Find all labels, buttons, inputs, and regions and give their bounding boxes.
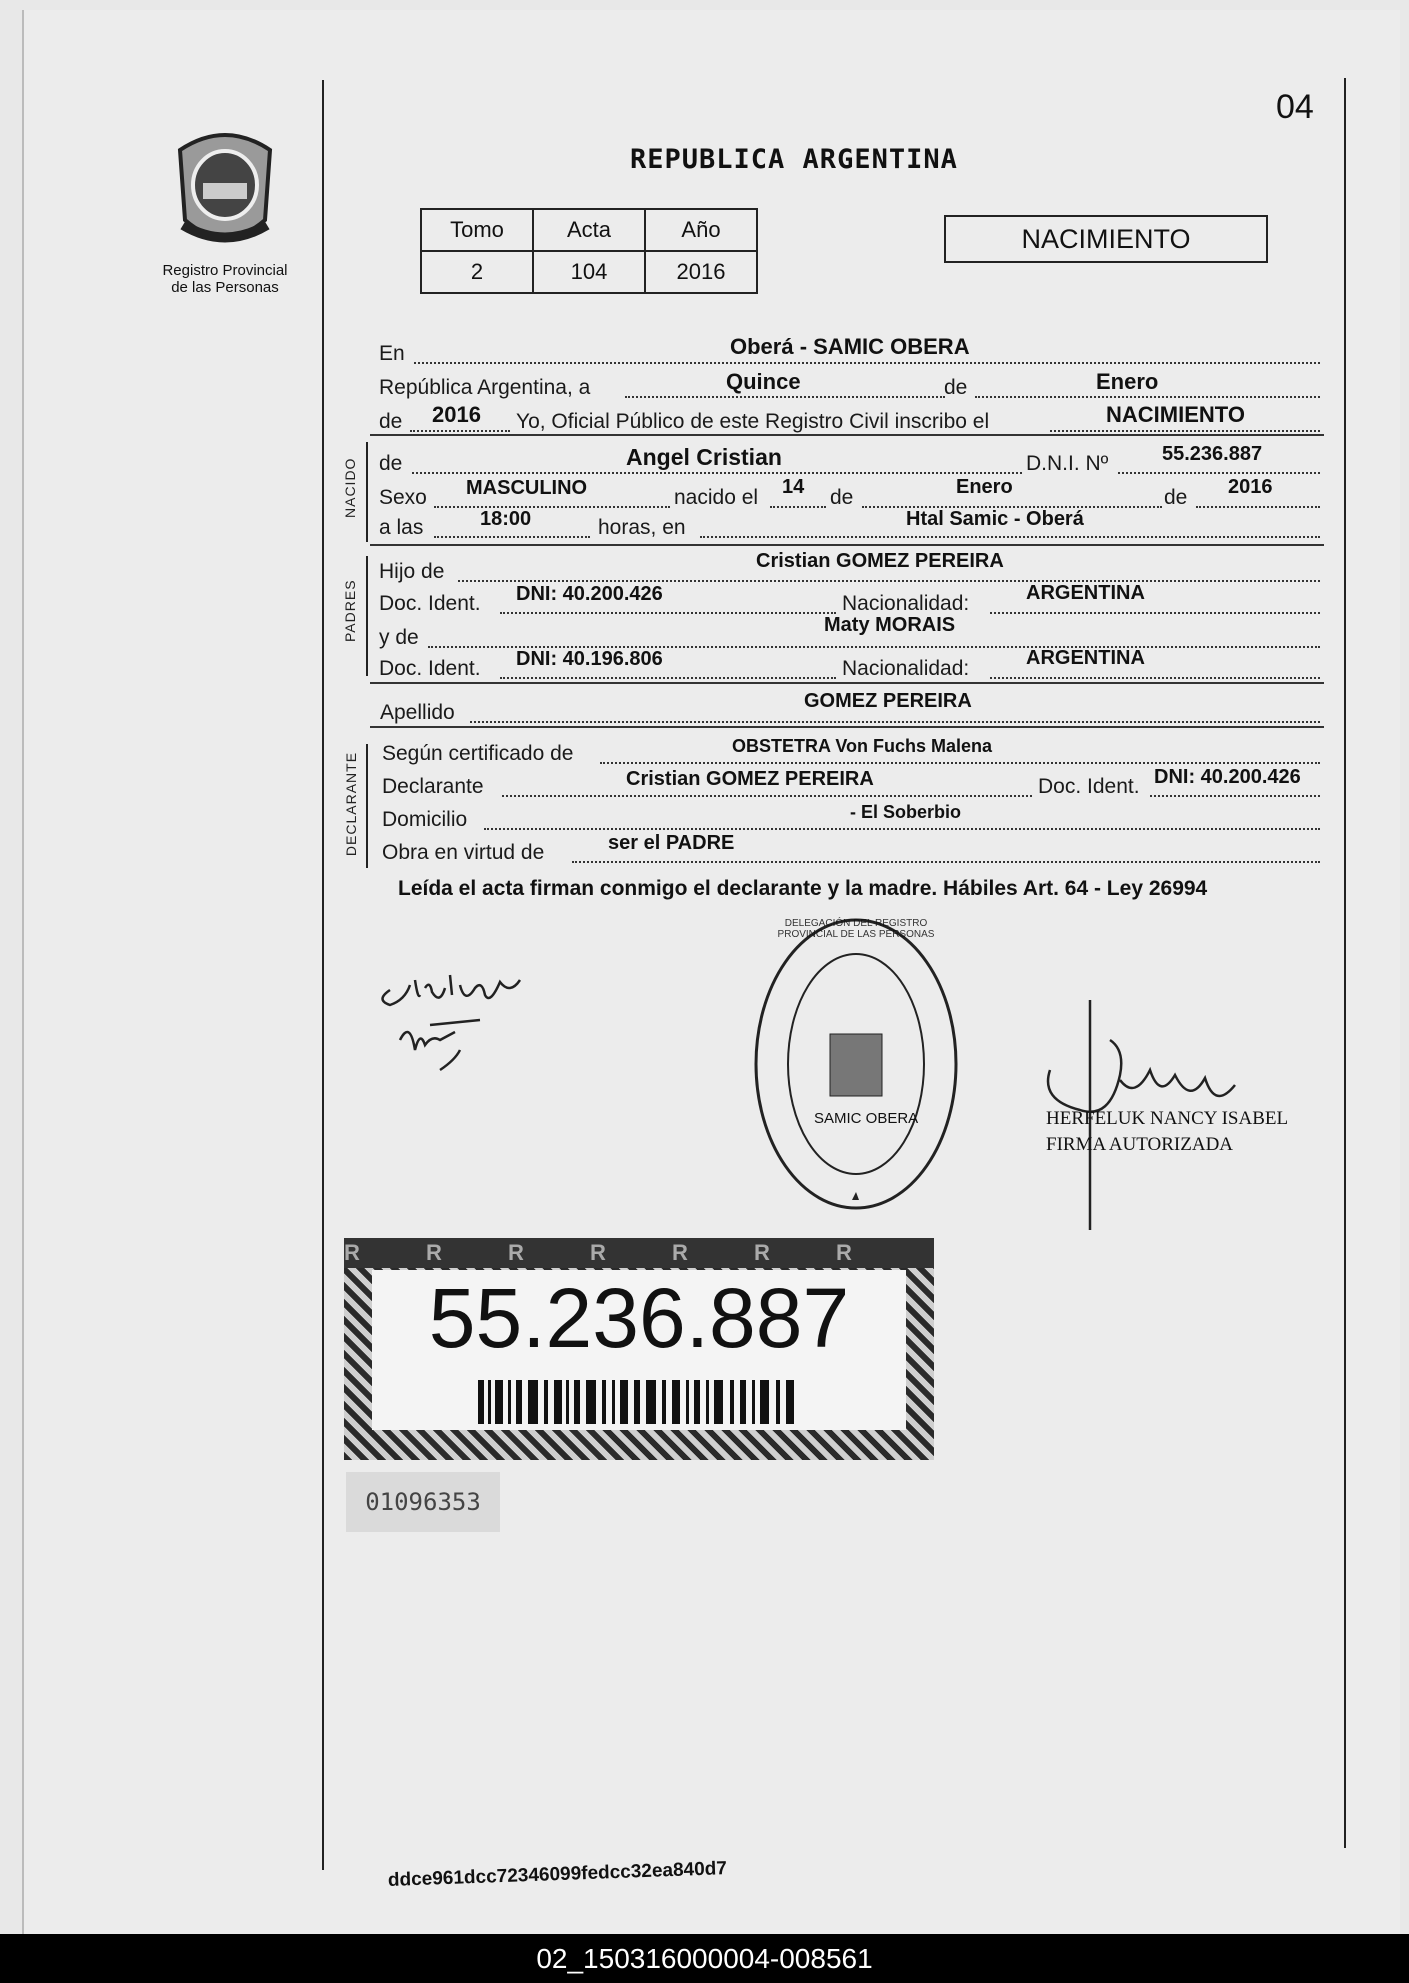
- dotted-line: [990, 612, 1320, 614]
- dotted-line: [434, 506, 670, 508]
- dotted-line: [1118, 472, 1320, 474]
- dotted-line: [502, 795, 1032, 797]
- month-value: Enero: [1096, 369, 1159, 394]
- right-margin-line: [1344, 78, 1346, 1848]
- domicilio-label: Domicilio: [382, 808, 468, 831]
- label-number: 55.236.887: [428, 1271, 850, 1365]
- declarant-signature: [370, 950, 570, 1090]
- declarante-label: Declarante: [382, 775, 484, 798]
- dotted-line: [700, 536, 1320, 538]
- registry-logo: [150, 125, 300, 296]
- nacido-dni-value: 55.236.887: [1162, 443, 1263, 465]
- dotted-line: [500, 612, 836, 614]
- obra-label: Obra en virtud de: [382, 841, 545, 864]
- de2-label: de: [379, 410, 403, 433]
- obra-value: ser el PADRE: [608, 832, 735, 854]
- nacido-month-value: Enero: [956, 476, 1013, 498]
- sexo-value: MASCULINO: [466, 477, 588, 499]
- dotted-line: [414, 362, 1320, 364]
- act-type-value: NACIMIENTO: [1106, 402, 1245, 427]
- scan-filename-bar: 02_150316000004-008561: [0, 1934, 1409, 1983]
- nacido-el-label: nacido el: [674, 486, 759, 509]
- yo-text: Yo, Oficial Público de este Registro Civil inscribo el: [516, 410, 990, 433]
- padres-section-label: PADRES: [342, 579, 358, 642]
- logo-caption-2: de las Personas: [171, 279, 279, 296]
- section-bracket: [366, 442, 368, 542]
- page-number: 04: [1276, 88, 1314, 126]
- section-divider: [370, 434, 1324, 436]
- horas-label: horas, en: [598, 516, 686, 539]
- en-label: En: [379, 342, 405, 365]
- declarante-value: Cristian GOMEZ PEREIRA: [626, 768, 874, 790]
- mother-name-value: Maty MORAIS: [824, 614, 956, 636]
- hijo-de-label: Hijo de: [379, 560, 445, 583]
- dotted-line: [434, 536, 590, 538]
- father-doc-value: DNI: 40.200.426: [516, 583, 663, 605]
- hour-value: 18:00: [480, 508, 532, 530]
- birth-place-value: Htal Samic - Oberá: [906, 508, 1084, 530]
- stamp-ring-text: DELEGACIÓN DEL REGISTRO PROVINCIAL DE LAS PERSONAS: [777, 918, 935, 940]
- dotted-line: [770, 506, 826, 508]
- dotted-line: [484, 828, 1320, 830]
- stamp-seal-icon: [752, 916, 960, 1212]
- father-doc-label: Doc. Ident.: [379, 592, 481, 615]
- official-name: HERFELUK NANCY ISABEL: [1046, 1108, 1289, 1129]
- nacido-de2-label: de: [830, 486, 854, 509]
- section-bracket: [366, 744, 368, 868]
- stamp-inner-text: SAMIC OBERA: [814, 1110, 919, 1127]
- father-name-value: Cristian GOMEZ PEREIRA: [756, 550, 1004, 572]
- closing-text: Leída el acta firman conmigo el declarante y la madre. Hábiles Art. 64 - Ley 26994: [398, 877, 1208, 900]
- nacido-year-value: 2016: [1228, 476, 1273, 498]
- mother-doc-label: Doc. Ident.: [379, 657, 481, 680]
- dotted-line: [600, 762, 1320, 764]
- dotted-line: [1196, 506, 1320, 508]
- official-stamp: [752, 916, 960, 1212]
- year-value: 2016: [432, 402, 481, 427]
- apellido-value: GOMEZ PEREIRA: [804, 690, 972, 712]
- dotted-line: [572, 861, 1320, 863]
- section-divider: [370, 544, 1324, 546]
- dotted-line: [1050, 430, 1320, 432]
- dotted-line: [975, 396, 1320, 398]
- father-nat-label: Nacionalidad:: [842, 592, 970, 615]
- day-word-value: Quince: [726, 369, 801, 394]
- section-bracket: [366, 556, 368, 676]
- dni-label: D.N.I. Nº: [1026, 452, 1109, 475]
- de-label: de: [944, 376, 968, 399]
- logo-caption-1: Registro Provincial: [162, 262, 288, 279]
- dotted-line: [410, 430, 510, 432]
- tomo-value: 2: [421, 251, 533, 293]
- nacido-section-label: NACIDO: [342, 457, 358, 518]
- tomo-header: Tomo: [421, 209, 533, 251]
- barcode-icon: [478, 1380, 798, 1424]
- anio-header: Año: [645, 209, 757, 251]
- dotted-line: [500, 677, 836, 679]
- dotted-line: [412, 472, 1022, 474]
- dotted-line: [625, 396, 945, 398]
- mother-doc-value: DNI: 40.196.806: [516, 648, 663, 670]
- republica-label: República Argentina, a: [379, 376, 591, 399]
- domicilio-value: - El Soberbio: [850, 802, 962, 822]
- section-divider: [370, 726, 1324, 728]
- anio-value: 2016: [645, 251, 757, 293]
- registry-table: [420, 208, 758, 294]
- nacido-de3-label: de: [1164, 486, 1188, 509]
- mother-nat-label: Nacionalidad:: [842, 657, 970, 680]
- alas-label: a las: [379, 516, 424, 539]
- decl-doc-value: DNI: 40.200.426: [1154, 766, 1301, 788]
- serial-number: 01096353: [346, 1472, 500, 1532]
- dotted-line: [990, 677, 1320, 679]
- misiones-seal-icon: [165, 125, 285, 255]
- cert-label: Según certificado de: [382, 742, 574, 765]
- document-type-box: NACIMIENTO: [944, 215, 1268, 263]
- father-nat-value: ARGENTINA: [1026, 582, 1145, 604]
- decl-doc-label: Doc. Ident.: [1038, 775, 1140, 798]
- y-de-label: y de: [379, 626, 419, 649]
- nacido-de-label: de: [379, 452, 403, 475]
- nacido-day-value: 14: [782, 476, 805, 498]
- acta-value: 104: [533, 251, 645, 293]
- acta-header: Acta: [533, 209, 645, 251]
- place-value: Oberá - SAMIC OBERA: [730, 334, 970, 359]
- label-panel: [372, 1270, 906, 1430]
- sexo-label: Sexo: [379, 486, 427, 509]
- dotted-line: [470, 721, 1320, 723]
- dotted-line: [1150, 795, 1320, 797]
- apellido-label: Apellido: [380, 701, 455, 724]
- left-margin-line: [322, 80, 324, 1870]
- document-title: REPUBLICA ARGENTINA: [630, 144, 958, 175]
- label-watermark-strip: [344, 1238, 934, 1268]
- section-divider: [370, 682, 1324, 684]
- declarante-section-label: DECLARANTE: [343, 751, 359, 857]
- paper-sheet: [22, 10, 1400, 1935]
- cert-value: OBSTETRA Von Fuchs Malena: [732, 736, 993, 756]
- security-label: [344, 1238, 934, 1460]
- official-role: FIRMA AUTORIZADA: [1046, 1134, 1234, 1155]
- dotted-line: [458, 580, 1320, 582]
- document-hash: ddce961dcc72346099fedcc32ea840d7: [387, 1858, 728, 1891]
- label-watermark-letter: R R R R R R R: [344, 1240, 882, 1265]
- nacido-name-value: Angel Cristian: [626, 444, 782, 470]
- mother-nat-value: ARGENTINA: [1026, 647, 1145, 669]
